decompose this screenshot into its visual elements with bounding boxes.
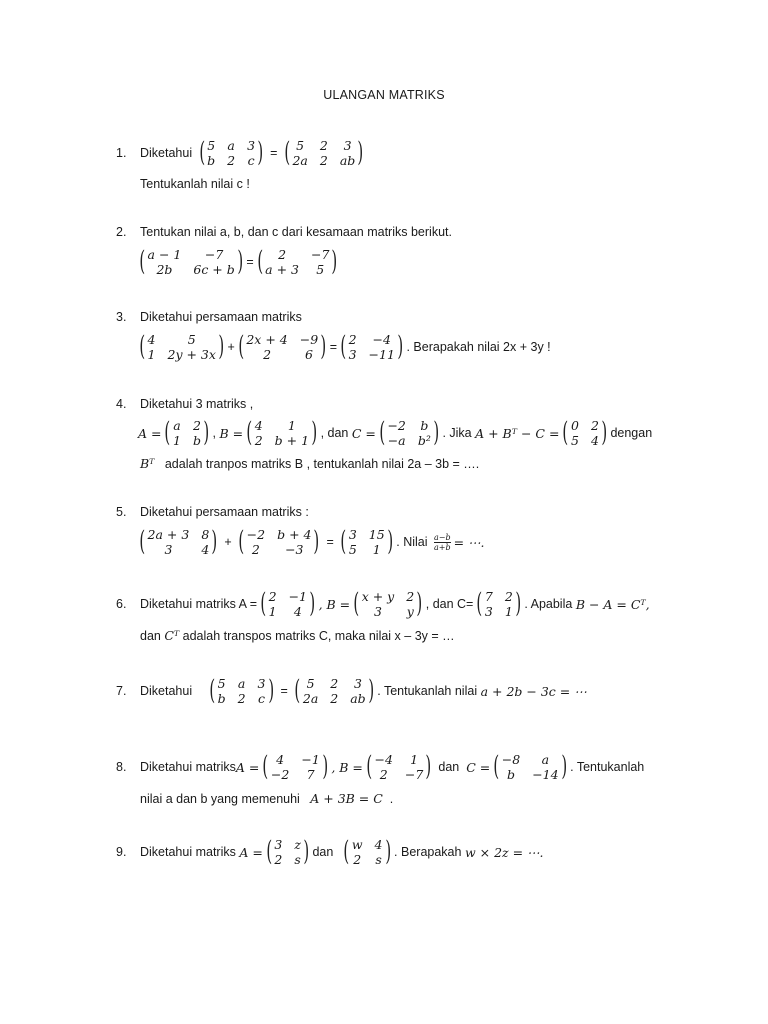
matrix-cell: y [406,604,414,619]
equals-sign: = [326,535,334,549]
matrix-cell: 2 [278,247,287,262]
matrix-cell: −4 [374,752,393,767]
question-text: Diketahui persamaan matriks : [140,505,309,519]
fraction-numerator: a−b [434,532,451,542]
matrix [338,332,405,362]
right-paren: ) [397,331,404,362]
matrix-cell: 2a [292,153,308,168]
matrix-label: , B = [331,759,363,775]
matrix-cell: 8 [201,527,210,542]
matrix-entries [274,837,301,867]
matrix-cell: 3 [484,604,493,619]
left-paren: ( [260,588,267,619]
matrix-entries [271,752,320,782]
matrix-entries [255,418,309,448]
right-paren: ) [203,417,210,448]
right-paren: ) [357,137,364,168]
math-expression: A + 3B = C [310,791,383,806]
right-paren: ) [387,526,393,557]
matrix-label: B = [219,425,244,441]
left-paren: ( [340,331,347,362]
matrix-cell: −2 [270,767,290,782]
right-paren: ) [320,331,327,362]
math-expression: B − A = Cᵀ, [575,596,650,612]
right-paren: ) [416,588,423,619]
matrix-cell: 2x + 4 [246,332,288,347]
matrix-cell: −11 [368,347,395,362]
question-text: dan [438,760,460,774]
matrix-cell: b [192,433,201,448]
matrix-cell: −14 [532,767,559,782]
matrix [338,527,395,557]
matrix-cell: a [173,418,181,433]
matrix-cell: 4 [276,752,285,767]
matrix-cell: 1 [372,542,381,557]
question-text: Diketahui [140,684,193,698]
right-paren: ) [309,588,316,619]
matrix-cell: 4 [147,332,156,347]
left-paren: ( [209,675,216,706]
matrix-cell: 0 [570,418,579,433]
left-paren: ( [476,588,483,619]
matrix-label: C = [466,759,491,775]
matrix-cell: a − 1 [147,247,182,262]
left-paren: ( [379,417,386,448]
matrix [364,752,434,782]
matrix-cell: 4 [201,542,210,557]
question-text: dan [312,845,334,859]
question-text: . Apabila [524,597,573,611]
matrix-label: A = [138,425,162,441]
matrix-cell: 2 [319,153,328,168]
matrix-cell: 3 [247,138,256,153]
left-paren: ( [139,331,146,362]
matrix-cell: 2 [251,542,260,557]
matrix-cell: 5 [570,433,579,448]
left-paren: ( [493,751,500,782]
right-paren: ) [313,526,320,557]
question-5-equation [136,527,485,557]
matrix-cell: −a [387,433,406,448]
matrix [236,332,329,362]
matrix [341,837,393,867]
left-paren: ( [164,417,171,448]
matrix [260,752,330,782]
question-text: dengan [610,426,653,440]
matrix-label: , B = [318,596,351,612]
item-number: 7. [116,684,127,698]
matrix-entries [218,676,266,706]
matrix-cell: 4 [590,433,599,448]
question-6-equation [140,589,650,619]
matrix-entries [485,589,513,619]
matrix-cell: 1 [268,604,277,619]
item-number: 4. [116,397,127,411]
matrix-cell: −7 [204,247,224,262]
math-expression: a + 2b − 3c = ⋯ [480,683,587,699]
right-paren: ) [267,675,274,706]
matrix-entries [374,752,423,782]
matrix-cell: 2 [504,589,513,604]
matrix-entries [148,247,235,277]
equals-sign: = [270,146,278,160]
item-number: 2. [116,225,127,239]
matrix-cell: b² [417,433,431,448]
matrix-entries [502,752,559,782]
equals-sign: = [329,340,338,354]
question-2-equation [136,247,341,277]
matrix [491,752,569,782]
left-paren: ( [139,526,146,557]
matrix-cell: 2 [348,332,357,347]
matrix-cell: 5 [187,332,196,347]
matrix-cell: 4 [293,604,302,619]
matrix-cell: 2 [193,418,201,433]
fraction [434,533,451,552]
matrix [560,418,609,448]
right-paren: ) [368,675,374,706]
matrix-cell: 3 [257,676,266,691]
matrix-cell: b [420,418,429,433]
matrix-cell: b [207,153,216,168]
math-expression: A + Bᵀ − C = [475,425,560,441]
question-text: Tentukan nilai a, b, dan c dari kesamaan matriks berikut. [140,225,452,239]
matrix-cell: 2 [227,153,236,168]
matrix-cell: 5 [348,542,357,557]
matrix-entries [352,837,383,867]
question-text: . Berapakah nilai 2x + 3y ! [406,340,551,354]
matrix [197,138,266,168]
right-paren: ) [515,588,521,619]
matrix-cell: 3 [343,138,352,153]
matrix [377,418,442,448]
question-6-line2 [140,628,455,643]
right-paren: ) [311,417,318,448]
matrix [474,589,523,619]
matrix-cell: x + y [361,589,395,604]
matrix-cell: 1 [504,604,513,619]
matrix-cell: 2b [156,262,173,277]
matrix-cell: b [506,767,515,782]
matrix-entries [148,527,210,557]
matrix-cell: 1 [410,752,419,767]
matrix-cell: 2a + 3 [147,527,190,542]
right-paren: ) [303,836,310,867]
matrix-entries [207,138,255,168]
matrix-cell: s [375,852,382,867]
question-text: . Berapakah [394,845,462,859]
question-text: , dan C= [425,597,474,611]
item-number: 3. [116,310,127,324]
matrix-cell: 4 [374,837,383,852]
matrix-cell: −3 [285,542,304,557]
matrix-cell: 2 [254,433,263,448]
matrix-cell: −1 [301,752,320,767]
matrix-entries [349,332,395,362]
matrix-cell: 2 [274,852,283,867]
question-text: Diketahui matriks [140,760,236,774]
matrix-cell: −7 [404,767,424,782]
matrix-label: A = [239,844,263,860]
right-paren: ) [237,246,243,277]
matrix-cell: 2 [590,418,599,433]
matrix-cell: 7 [306,767,315,782]
matrix-cell: c [258,691,266,706]
right-paren: ) [384,836,391,867]
left-paren: ( [238,526,245,557]
matrix-cell: ab [339,153,356,168]
matrix-cell: c [247,153,255,168]
item-number: 5. [116,505,127,519]
question-7-equation [140,676,587,706]
matrix [137,247,245,277]
matrix-entries [173,418,201,448]
matrix-cell: 1 [173,433,181,448]
matrix [207,676,276,706]
question-text: . [389,792,394,806]
right-paren: ) [433,417,440,448]
matrix-cell: 2 [330,676,339,691]
matrix-cell: −2 [246,527,266,542]
matrix-cell: b + 4 [277,527,312,542]
matrix-cell: w [351,837,363,852]
matrix-cell: −8 [501,752,521,767]
question-text: Diketahui matriks [140,845,236,859]
question-text: Diketahui persamaan matriks [140,310,302,324]
math-expression: = ⋯. [453,534,485,550]
matrix-cell: 5 [217,676,226,691]
left-paren: ( [340,526,347,557]
matrix-cell: a [237,676,246,691]
question-text: . Nilai [396,535,428,549]
matrix-entries [246,332,318,362]
math-symbol: Cᵀ [164,628,180,643]
matrix-entries [148,332,216,362]
left-paren: ( [256,246,263,277]
right-paren: ) [218,331,225,362]
left-paren: ( [266,836,273,867]
matrix-cell: z [294,837,301,852]
matrix-cell: 3 [164,542,173,557]
matrix-cell: 3 [348,527,357,542]
math-symbol: Bᵀ [140,456,155,471]
matrix-entries [303,676,366,706]
matrix-cell: 2 [353,852,362,867]
matrix-cell: 2 [379,767,388,782]
equals-sign: = [280,684,288,698]
matrix [351,589,425,619]
matrix-cell: b [217,691,226,706]
plus-sign: + [224,535,232,549]
matrix-cell: 1 [147,347,156,362]
matrix-entries [362,589,415,619]
matrix-cell: −7 [311,247,330,262]
right-paren: ) [257,137,264,168]
question-4-line3 [140,456,479,471]
matrix-entries [571,418,599,448]
question-9-equation [140,837,544,867]
left-paren: ( [366,751,373,782]
question-text: Diketahui 3 matriks , [140,397,254,411]
matrix-cell: 2 [237,691,246,706]
left-paren: ( [238,331,244,362]
right-paren: ) [560,751,567,782]
question-text: Diketahui [140,146,193,160]
matrix-cell: 5 [316,262,325,277]
matrix-cell: 5 [306,676,315,691]
question-text: . Tentukanlah [570,760,645,774]
plus-sign: + [227,340,235,354]
question-4-equation [138,418,652,448]
left-paren: ( [198,137,205,168]
matrix [137,332,226,362]
left-paren: ( [353,588,360,619]
left-paren: ( [343,836,350,867]
matrix [264,837,312,867]
matrix-cell: 3 [353,676,362,691]
question-8-equation [140,752,644,782]
right-paren: ) [322,751,328,782]
matrix-cell: −1 [288,589,308,604]
matrix-cell: 7 [484,589,493,604]
fraction-denominator: a+b [434,542,451,552]
matrix-entries [292,138,355,168]
right-paren: ) [331,246,338,277]
question-3-equation [136,332,551,362]
matrix [137,527,220,557]
matrix [255,247,340,277]
left-paren: ( [139,246,146,277]
matrix-entries [247,527,312,557]
page-title: ULANGAN MATRIKS [323,88,445,102]
matrix-cell: 2y + 3x [167,347,216,362]
right-paren: ) [601,417,608,448]
question-text: adalah transpos matriks C, maka nilai x – 3y = … [182,629,455,643]
question-text: Diketahui matriks A = [140,597,258,611]
matrix-cell: 5 [207,138,216,153]
separator: , dan [320,426,349,440]
question-text: . Jika [442,426,472,440]
item-number: 1. [116,146,127,160]
matrix-cell: 2 [268,589,277,604]
matrix-entries [265,247,329,277]
matrix-label: A = [235,759,260,775]
matrix-cell: ab [350,691,366,706]
left-paren: ( [246,417,253,448]
question-text: dan [140,629,161,643]
matrix-cell: 2 [319,138,328,153]
matrix [258,589,317,619]
matrix-cell: 1 [287,418,296,433]
matrix-cell: a + 3 [265,262,299,277]
math-expression: w × 2z = ⋯. [464,844,544,860]
matrix-cell: −4 [372,332,391,347]
question-text: . Tentukanlah nilai [377,684,478,698]
matrix-cell: b + 1 [274,433,310,448]
matrix-cell: 6c + b [193,262,235,277]
item-number: 6. [116,597,127,611]
left-paren: ( [284,137,291,168]
matrix-cell: a [227,138,235,153]
equals-sign: = [246,255,254,269]
matrix-cell: a [541,752,550,767]
matrix-cell: −2 [387,418,406,433]
matrix-cell: 15 [368,527,385,542]
matrix-entries [387,418,430,448]
matrix-entries [349,527,385,557]
left-paren: ( [294,675,301,706]
question-1 [140,138,367,168]
question-8-line2 [140,791,393,806]
matrix-cell: 2 [406,589,415,604]
matrix [236,527,322,557]
item-number: 9. [116,845,127,859]
matrix [292,676,376,706]
matrix-cell: 2 [263,347,272,362]
matrix-cell: 2a [302,691,319,706]
item-number: 8. [116,760,127,774]
matrix-cell: 3 [274,837,283,852]
matrix-cell: s [294,852,301,867]
question-text: Tentukanlah nilai c ! [140,177,250,191]
matrix [282,138,366,168]
matrix-cell: 5 [296,138,305,153]
matrix-cell: −9 [299,332,319,347]
matrix-cell: 3 [348,347,357,362]
left-paren: ( [562,417,569,448]
right-paren: ) [425,751,432,782]
matrix-cell: 4 [254,418,263,433]
right-paren: ) [211,526,218,557]
matrix-entries [269,589,307,619]
question-text: adalah tranpos matriks B , tentukanlah nilai 2a – 3b = …. [164,457,480,471]
separator: , [212,426,217,440]
matrix [162,418,211,448]
matrix-cell: 3 [374,604,382,619]
matrix [244,418,319,448]
left-paren: ( [262,751,269,782]
question-text: nilai a dan b yang memenuhi [140,792,300,806]
matrix-label: C = [351,425,376,441]
matrix-cell: 2 [330,691,339,706]
matrix-cell: 6 [304,347,313,362]
